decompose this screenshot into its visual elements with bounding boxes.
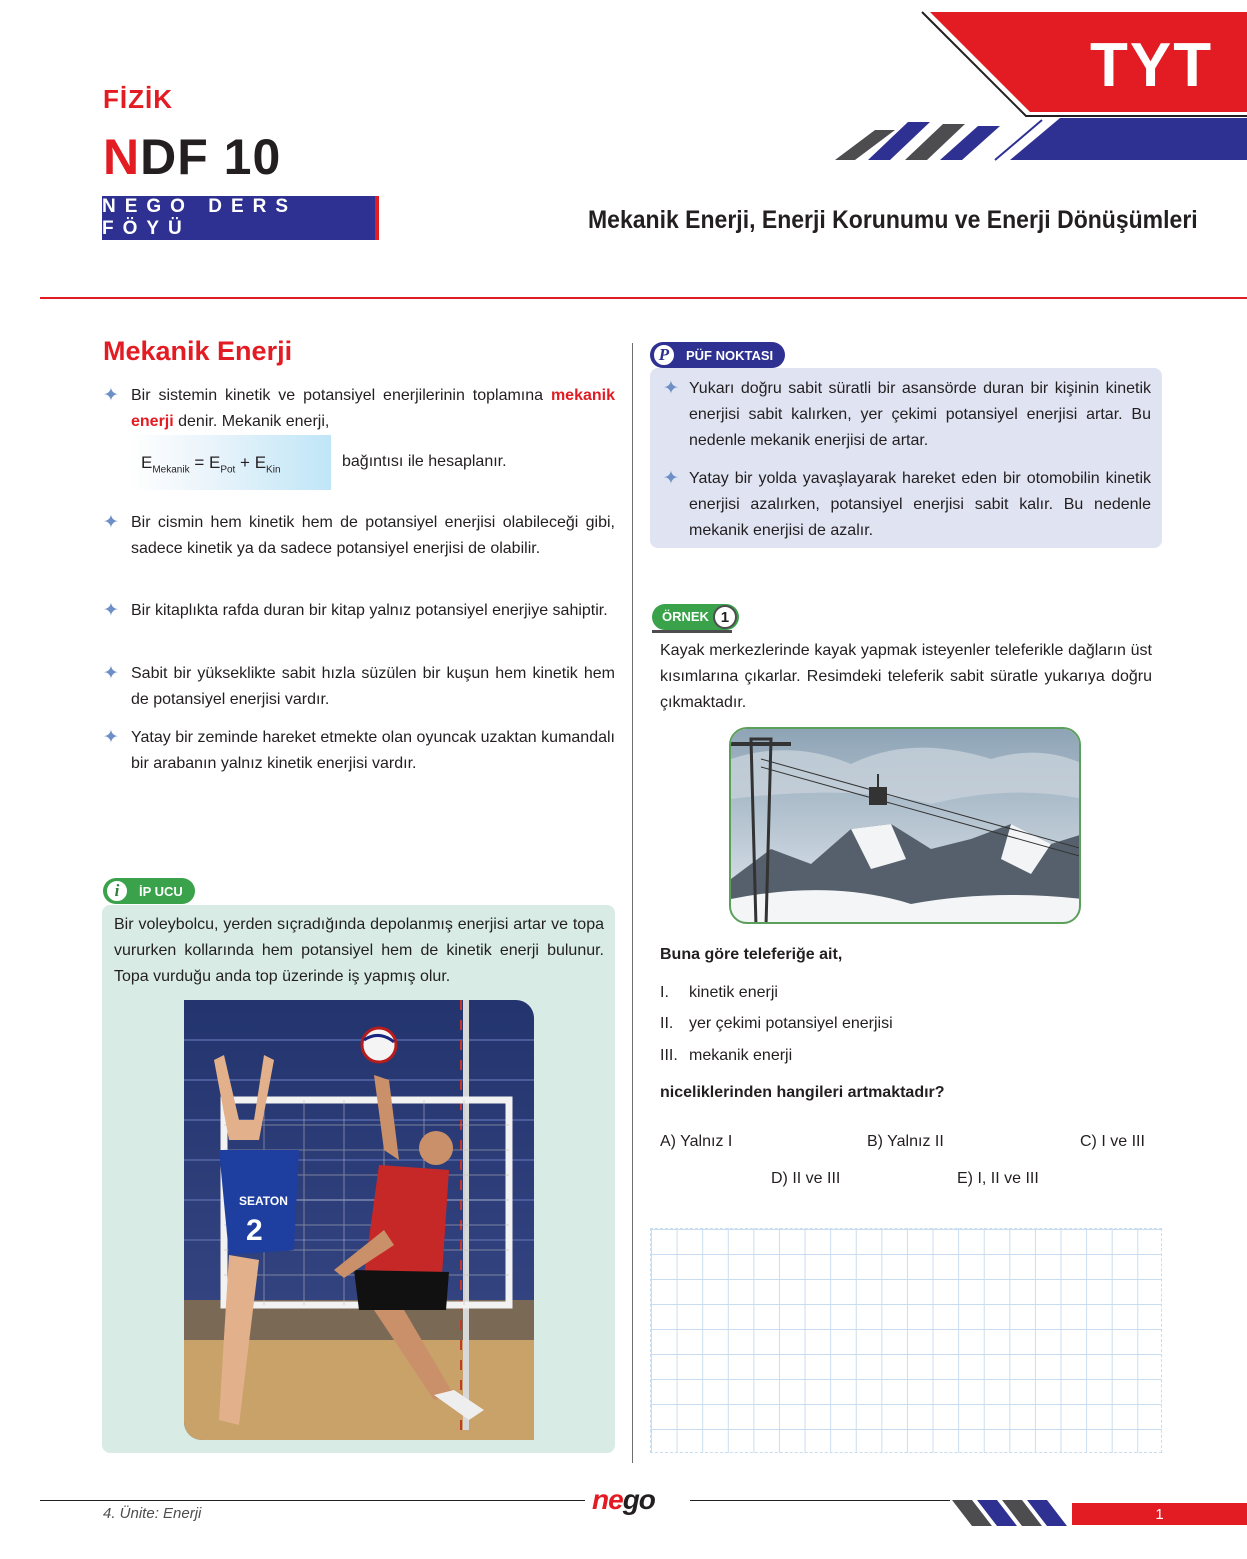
footer-rule-left bbox=[40, 1500, 585, 1501]
tip-label-text: İP UCU bbox=[139, 883, 183, 899]
footer-unit: 4. Ünite: Enerji bbox=[103, 1505, 202, 1522]
puf-text: Yatay bir yolda yavaşlayarak hareket eden bir otomobilin kinetik enerjisi azalırken, potansiyel enerjisi sabit kalır. Bu nedenle mekanik enerjisi de azalır. bbox=[689, 470, 1151, 539]
column-divider bbox=[632, 343, 633, 1463]
bullet-item bbox=[103, 598, 615, 624]
roman-numeral: III. bbox=[660, 1047, 678, 1064]
page-number: 1 bbox=[1072, 1503, 1247, 1525]
formula-symbol: E bbox=[208, 453, 221, 472]
formula-subscript: Mekanik bbox=[152, 464, 190, 476]
bullet-text: Sabit bir yükseklikte sabit hızla süzülen bir kuşun hem kinetik hem de potansiyel enerjisi vardır. bbox=[131, 665, 615, 708]
option-a[interactable]: A) Yalnız I bbox=[660, 1133, 733, 1150]
logo-part: ne bbox=[592, 1484, 623, 1515]
roman-numeral: I. bbox=[660, 984, 669, 1001]
footer-stripes bbox=[952, 1500, 1077, 1526]
example-underline bbox=[652, 630, 732, 633]
jersey-name: SEATON bbox=[239, 1194, 288, 1208]
volleyball-photo bbox=[184, 1000, 534, 1440]
bullet-item bbox=[103, 510, 615, 562]
example-label bbox=[652, 604, 737, 630]
footer-rule-right bbox=[690, 1500, 950, 1501]
sparkle-icon: ✦ bbox=[103, 663, 119, 684]
item-text: yer çekimi potansiyel enerjisi bbox=[689, 1015, 893, 1032]
jersey-number: 2 bbox=[246, 1214, 263, 1247]
formula-caption: bağıntısı ile hesaplanır. bbox=[342, 453, 507, 470]
question-item bbox=[660, 1015, 893, 1033]
formula-operator: + bbox=[235, 453, 255, 472]
highlight-term: mekanik enerji bbox=[131, 387, 615, 430]
p-icon: P bbox=[652, 343, 676, 367]
tip-text: Bir voleybolcu, yerden sıçradığında depolanmış enerjisi artar ve topa vururken kollarında hem potansiyel hem de kinetik enerji bulunur. Topa vurduğu anda top üzerinde iş yapmış olur. bbox=[114, 916, 604, 985]
nego-logo bbox=[592, 1484, 655, 1516]
bullet-text: Bir sistemin kinetik ve potansiyel enerjilerinin toplamına bbox=[131, 387, 551, 404]
formula-subscript: Kin bbox=[266, 464, 281, 476]
cable-car-photo bbox=[729, 727, 1081, 924]
bullet-definition bbox=[103, 383, 615, 435]
formula-box bbox=[129, 435, 331, 490]
logo-part: go bbox=[622, 1484, 655, 1515]
header-divider bbox=[40, 297, 1247, 299]
example-number: 1 bbox=[713, 605, 737, 629]
option-e[interactable]: E) I, II ve III bbox=[957, 1170, 1039, 1187]
sparkle-icon: ✦ bbox=[103, 600, 119, 621]
puf-bullet bbox=[663, 376, 1151, 454]
code-initial: N bbox=[103, 129, 141, 185]
code-rest: DF 10 bbox=[140, 129, 282, 185]
question-tail: niceliklerinden hangileri artmaktadır? bbox=[660, 1084, 945, 1101]
option-b[interactable]: B) Yalnız II bbox=[867, 1133, 944, 1150]
roman-numeral: II. bbox=[660, 1015, 674, 1032]
sparkle-icon: ✦ bbox=[663, 378, 679, 399]
question-lead: Buna göre teleferiğe ait, bbox=[660, 946, 843, 963]
formula-subscript: Pot bbox=[220, 464, 236, 476]
subject-label: FİZİK bbox=[103, 84, 173, 114]
puf-bullet bbox=[663, 466, 1151, 544]
info-icon: i bbox=[105, 879, 129, 903]
bullet-text: Yatay bir zeminde hareket etmekte olan oyuncak uzaktan kumandalı bir arabanın yalnız kinetik enerjisi vardır. bbox=[131, 729, 615, 772]
sparkle-icon: ✦ bbox=[103, 385, 119, 406]
question-item bbox=[660, 1047, 792, 1065]
puf-text: Yukarı doğru sabit süratli bir asansörde duran bir kişinin kinetik enerjisi sabit kalırken, yer çekimi potansiyel enerjisi artar. Bu nedenle mekanik enerjisi de artar. bbox=[689, 380, 1151, 449]
bullet-text: denir. Mekanik enerji, bbox=[173, 413, 330, 430]
example-text: Kayak merkezlerinde kayak yapmak isteyenler teleferikle dağların üst kısımlarına çıkarlar. Resimdeki teleferik sabit süratle yukarıya doğru çıkmaktadır. bbox=[660, 642, 1152, 711]
section-title: Mekanik Enerji bbox=[103, 336, 293, 366]
unit-title: Mekanik Enerji, Enerji Korunumu ve Enerji Dönüşümleri bbox=[588, 206, 1198, 234]
document-code bbox=[103, 128, 281, 186]
bullet-item bbox=[103, 725, 615, 777]
formula-operator: = bbox=[189, 453, 209, 472]
formula-symbol: E bbox=[141, 453, 153, 472]
sparkle-icon: ✦ bbox=[103, 512, 119, 533]
example-label-text: ÖRNEK bbox=[652, 604, 739, 630]
option-d[interactable]: D) II ve III bbox=[771, 1170, 841, 1187]
puf-label bbox=[650, 342, 785, 368]
sparkle-icon: ✦ bbox=[663, 468, 679, 489]
tip-label bbox=[103, 878, 195, 904]
question-item bbox=[660, 984, 778, 1002]
bullet-text: Bir kitaplıkta rafda duran bir kitap yalnız potansiyel enerjiye sahiptir. bbox=[131, 602, 608, 619]
scratch-grid bbox=[650, 1228, 1162, 1453]
option-c[interactable]: C) I ve III bbox=[1080, 1133, 1145, 1150]
series-badge: NEGO DERS FÖYÜ bbox=[102, 196, 379, 240]
sparkle-icon: ✦ bbox=[103, 727, 119, 748]
puf-label-text: PÜF NOKTASI bbox=[686, 347, 774, 363]
formula-symbol: E bbox=[254, 453, 267, 472]
item-text: kinetik enerji bbox=[689, 984, 778, 1001]
bullet-text: Bir cismin hem kinetik hem de potansiyel enerjisi olabileceği gibi, sadece kinetik ya da sadece potansiyel enerjisi de olabilir. bbox=[131, 514, 615, 557]
bullet-item bbox=[103, 661, 615, 713]
item-text: mekanik enerji bbox=[689, 1047, 793, 1064]
exam-badge: TYT bbox=[1090, 31, 1214, 100]
